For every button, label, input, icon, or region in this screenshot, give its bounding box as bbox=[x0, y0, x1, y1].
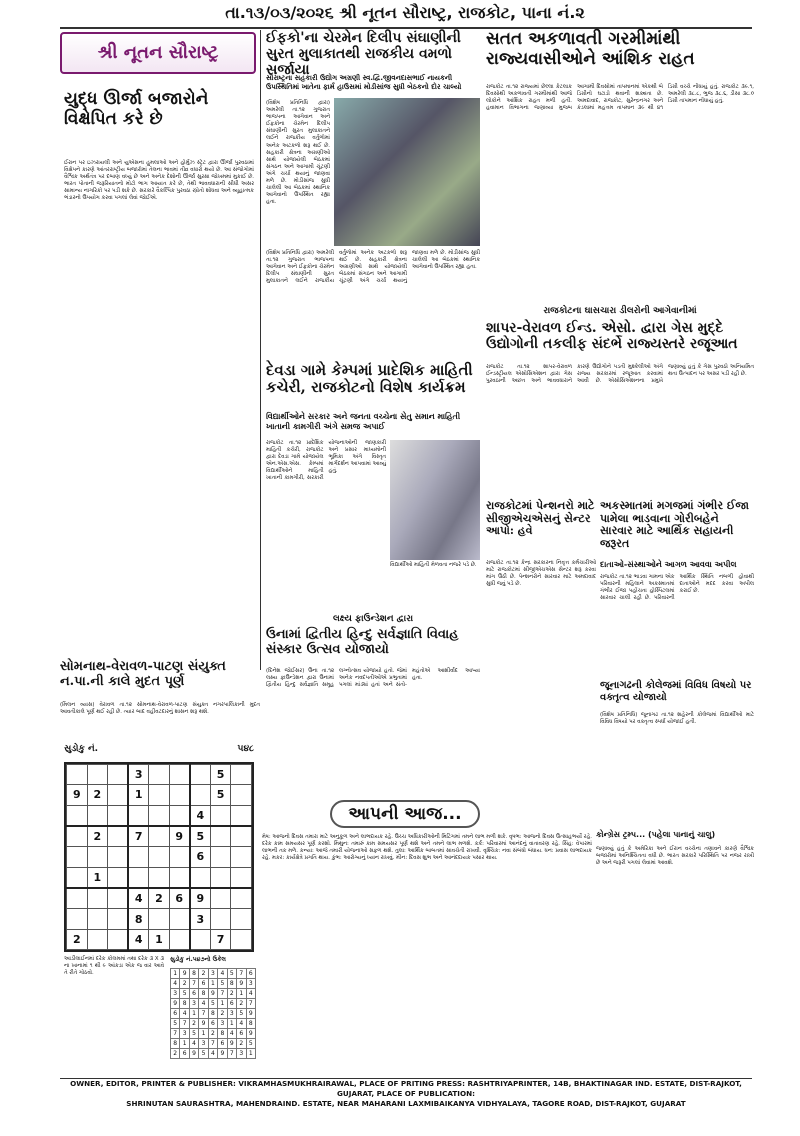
sudoku-cell[interactable] bbox=[210, 867, 231, 888]
solution-cell: 8 bbox=[208, 1009, 217, 1019]
sudoku-cell[interactable] bbox=[67, 765, 88, 785]
solution-cell: 5 bbox=[218, 979, 227, 989]
solution-cell: 6 bbox=[189, 989, 198, 999]
sudoku-cell[interactable] bbox=[190, 765, 211, 785]
sudoku-cell[interactable] bbox=[210, 826, 231, 847]
solution-cell: 3 bbox=[237, 1049, 246, 1059]
solution-cell: 9 bbox=[208, 989, 217, 999]
sudoku-cell[interactable] bbox=[231, 909, 252, 929]
heat-headline: સતત અકળાવતી ગરમીમાંથી રાજ્યવાસીઓને આંશિક રાહત bbox=[486, 29, 695, 69]
sudoku-cell[interactable] bbox=[169, 765, 190, 785]
sudoku-cell[interactable] bbox=[231, 765, 252, 785]
masthead-logo: શ્રી નૂતન સૌરાષ્ટ્ર bbox=[60, 32, 256, 74]
solution-cell: 6 bbox=[246, 969, 256, 979]
sudoku-cell[interactable] bbox=[231, 888, 252, 909]
solution-cell: 4 bbox=[227, 1029, 236, 1039]
solution-cell: 4 bbox=[180, 1009, 189, 1019]
solution-cell: 1 bbox=[237, 989, 246, 999]
solution-cell: 6 bbox=[199, 979, 208, 989]
sudoku-cell[interactable] bbox=[149, 785, 170, 805]
devda-photo-caption: વિદ્યાર્થીઓ માહિતી મેળવતા નજરે પડે છે. bbox=[390, 562, 477, 568]
editorial-headline: યુદ્ધ ઊર્જા બજારોને વિક્ષેપિત કરે છે bbox=[64, 89, 209, 129]
solution-cell: 1 bbox=[171, 969, 180, 979]
sudoku-cell[interactable]: 3 bbox=[190, 909, 211, 929]
sudoku-cell[interactable] bbox=[231, 785, 252, 805]
editorial-body: ઈરાન પર ઇઝરાયલી અને યુએસના હુમલાઓ અને હોર્મુઝ સ્ટ્રેટ દ્વારા ઊર્જા પુરવઠામાં વિક્ષેપને કારણે આંતરરાષ્ટ્રીય બજારોમાં તેલના ભાવમાં તીવ્ર વધારો થયો છે. આ સંજોગોમાં વૈશ્વિક અર્થતંત્ર પર દબાણ વધ્યું છે અને અનેક દેશોની ઊર્જા સુરક્ષા જોખમમાં મુકાઈ છે. ભારત પોતાની જરૂરિયાતનો મોટો ભાગ આયાત કરે છે, તેથી ભાવવધારાની સીધી અસર સામાન્ય નાગરિકો પર પડી શકે છે. સરકારે વૈકલ્પિક પુરવઠા સ્ત્રોતો શોધવા અને વ્યૂહાત્મક ભંડારનો ઉપયોગ કરવા પગલાં લેવાં જોઈએ. bbox=[64, 160, 254, 202]
sudoku-cell[interactable]: 5 bbox=[210, 765, 231, 785]
sudoku-cell[interactable] bbox=[87, 805, 108, 826]
sudoku-cell[interactable] bbox=[149, 847, 170, 867]
cghs-body: રાજકોટ તા.૧૨ કેન્દ્ર સરકારના નિવૃત્ત કર્મચારીઓ માટે રાજકોટમાં સીજીએચએસ સેન્ટર શરૂ કરવા માંગ ઉઠી છે. પેન્શનરોને સારવાર માટે અમદાવાદ સુધી જવું પડે છે. bbox=[486, 560, 596, 588]
sudoku-cell[interactable]: 4 bbox=[128, 888, 149, 909]
sudoku-title bbox=[64, 744, 254, 760]
sudoku-number: ૫૪૮ bbox=[237, 744, 254, 754]
solution-cell: 1 bbox=[227, 1019, 236, 1029]
sudoku-cell[interactable] bbox=[128, 847, 149, 867]
heat-body: રાજકોટ તા.૧૨ રાજ્યમાં છેલ્લા કેટલાક દિવસોથી અકળાવતી ગરમીમાંથી આજે લોકોને આંશિક રાહત મળી હતી. હવામાન વિભાગના જણાવ્યા મુજબ આગામી દિવસોમાં તાપમાનમાં એકથી બે ડિગ્રીનો ઘટાડો થવાની શક્યતા છે. અમદાવાદ, રાજકોટ, સુરેન્દ્રનગર અને કંડલામાં મહત્તમ તાપમાન ૩૯ થી ૪૧ ડિગ્રી વચ્ચે નોંધાયું હતું. રાજકોટ ૩૯.૧, અમરેલી ૩૮.૮, ભુજ ૩૮.૬, ડીસા ૩૮.૦ ડિગ્રી તાપમાન નોંધાયું હતું. bbox=[486, 84, 754, 112]
solution-cell: 7 bbox=[218, 989, 227, 999]
solution-cell: 1 bbox=[199, 1029, 208, 1039]
solution-cell: 6 bbox=[208, 1019, 217, 1029]
sudoku-cell[interactable]: 1 bbox=[87, 867, 108, 888]
solution-cell: 7 bbox=[171, 1029, 180, 1039]
sudoku-cell[interactable] bbox=[231, 929, 252, 949]
sudoku-cell[interactable]: 2 bbox=[87, 826, 108, 847]
solution-cell: 8 bbox=[180, 999, 189, 1009]
sudoku-cell[interactable]: 9 bbox=[67, 785, 88, 805]
solution-cell: 9 bbox=[199, 1019, 208, 1029]
college-headline: જૂનાગઢની કોલેજમાં વિવિધ વિષયો પર વક્તૃત્વ યોજાયો bbox=[600, 680, 752, 703]
solution-cell: 2 bbox=[171, 1049, 180, 1059]
sudoku-cell[interactable] bbox=[67, 888, 88, 909]
solution-cell: 9 bbox=[180, 969, 189, 979]
sudoku-cell[interactable] bbox=[67, 847, 88, 867]
sudoku-cell[interactable] bbox=[108, 847, 129, 867]
sudoku-cell[interactable] bbox=[87, 909, 108, 929]
iffco-headline: ઈફકો'ના ચેરમેન દિલીપ સંઘાણીની સુરત મુલાકાતથી રાજકીય વમળો સર્જાયા bbox=[266, 30, 461, 79]
sudoku-cell[interactable] bbox=[87, 888, 108, 909]
solution-cell: 6 bbox=[171, 1009, 180, 1019]
solution-cell: 3 bbox=[189, 999, 198, 1009]
devda-photo bbox=[390, 440, 480, 560]
sudoku-cell[interactable] bbox=[231, 805, 252, 826]
gas-body: રાજકોટ તા.૧૨ શાપર-વેરાવળ ઈન્ડસ્ટ્રીયલ એસોસિએશન દ્વારા ગેસ પુરવઠાની અછત અને ભાવવધારાને કારણે ઉદ્યોગોને પડતી મુશ્કેલીઓ અંગે રાજ્ય સરકારમાં રજૂઆત કરવામાં આવી છે. એસોસિએશનના પ્રમુખે જણાવ્યું હતું કે ગેસ પુરવઠો અનિયમિત થતા ઉત્પાદન પર અસર પડી રહી છે. bbox=[486, 364, 754, 385]
sudoku-cell[interactable] bbox=[108, 805, 129, 826]
solution-cell: 2 bbox=[180, 979, 189, 989]
sudoku-cell[interactable]: 9 bbox=[169, 826, 190, 847]
sudoku-cell[interactable] bbox=[108, 826, 129, 847]
solution-cell: 5 bbox=[180, 989, 189, 999]
solution-cell: 9 bbox=[237, 979, 246, 989]
solution-cell: 3 bbox=[246, 979, 256, 989]
horoscope-title: આપની આજ... bbox=[330, 800, 480, 828]
sudoku-cell[interactable] bbox=[169, 805, 190, 826]
sudoku-cell[interactable]: 4 bbox=[190, 805, 211, 826]
solution-cell: 3 bbox=[208, 969, 217, 979]
solution-cell: 5 bbox=[246, 1039, 256, 1049]
solution-cell: 4 bbox=[189, 1039, 198, 1049]
sudoku-cell[interactable] bbox=[169, 909, 190, 929]
solution-cell: 3 bbox=[218, 1019, 227, 1029]
solution-cell: 5 bbox=[208, 999, 217, 1009]
continuation-headline: કોન્ગ્રેસ ટ્રમ્પ... (પહેલા પાનાનું ચાલુ) bbox=[596, 830, 716, 839]
municipal-body: (મિલન વ્યાસ) વેરાવળ તા.૧૨ સોમનાથ-વેરાવળ-પાટણ સંયુક્ત નગરપાલિકાની મુદત આવતીકાલે પૂર્ણ થઈ રહી છે. ત્યાર બાદ વહીવટદારનું શાસન શરૂ થશે. bbox=[60, 702, 260, 716]
solution-cell: 1 bbox=[246, 1049, 256, 1059]
solution-cell: 9 bbox=[218, 1049, 227, 1059]
sudoku-cell[interactable] bbox=[149, 909, 170, 929]
municipal-headline: સોમનાથ-વેરાવળ-પાટણ સંયુક્ત ન.પા.ની કાલે મુદત પૂર્ણ bbox=[60, 659, 226, 689]
sudoku-grid[interactable] bbox=[64, 762, 254, 952]
sudoku-cell[interactable]: 2 bbox=[67, 929, 88, 949]
sudoku-cell[interactable]: 6 bbox=[190, 847, 211, 867]
solution-cell: 2 bbox=[237, 999, 246, 1009]
solution-cell: 7 bbox=[208, 1039, 217, 1049]
solution-cell: 4 bbox=[246, 989, 256, 999]
sudoku-cell[interactable] bbox=[149, 867, 170, 888]
solution-cell: 1 bbox=[218, 999, 227, 1009]
solution-cell: 7 bbox=[237, 969, 246, 979]
accident-subhead: દાતાઓ-સંસ્થાઓને આગળ આવવા અપીલ bbox=[600, 560, 737, 569]
solution-cell: 9 bbox=[171, 999, 180, 1009]
sudoku-cell[interactable]: 2 bbox=[87, 785, 108, 805]
sudoku-cell[interactable]: 4 bbox=[128, 929, 149, 949]
solution-cell: 6 bbox=[237, 1029, 246, 1039]
devda-body: રાજકોટ તા.૧૨ પ્રાદેશિક માહિતી કચેરી, રાજકોટ દ્વારા દેવડા ગામે યોજાયેલ એન.એસ.એસ. કેમ્પમાં વિદ્યાર્થીઓને માહિતી ખાતાની કામગીરી, સરકારી યોજનાઓની જાણકારી અને પ્રસાર માધ્યમોની ભૂમિકા અંગે વિસ્તૃત માર્ગદર્શન આપવામાં આવ્યું હતું. bbox=[266, 440, 386, 482]
solution-cell: 2 bbox=[189, 1019, 198, 1029]
solution-cell: 7 bbox=[227, 1049, 236, 1059]
sudoku-cell[interactable] bbox=[67, 909, 88, 929]
sudoku-cell[interactable]: 1 bbox=[149, 929, 170, 949]
imprint-footer bbox=[60, 1078, 752, 1108]
solution-cell: 4 bbox=[218, 969, 227, 979]
sudoku-cell[interactable] bbox=[190, 929, 211, 949]
solution-cell: 1 bbox=[180, 1039, 189, 1049]
sudoku-cell[interactable]: 1 bbox=[128, 785, 149, 805]
sudoku-cell[interactable] bbox=[210, 847, 231, 867]
solution-cell: 8 bbox=[171, 1039, 180, 1049]
iffco-body: (વિશેષ પ્રતિનિધિ દ્વારા) અમરેલી તા.૧૨ ગુજરાત ભાજપના આગેવાન અને ઈફકોના ચેરમેન દિલીપ સંઘાણીની સુરત મુલાકાતને લઈને રાજકીય વર્તુળોમાં અનેક અટકળો શરૂ થઈ છે. સહકારી ક્ષેત્રના અગ્રણીઓ સાથે યોજાયેલી બેઠકમાં સંગઠન અને આગામી ચૂંટણી અંગે ચર્ચા થયાનું જાણવા મળે છે. મોડીસાંજ સુધી ચાલેલી આ બેઠકમાં સ્થાનિક આગેવાનો ઉપસ્થિત રહ્યા હતા. bbox=[266, 100, 330, 206]
iffco-subhead: સૌરાષ્ટ્રના સહકારી ઉદ્યોગ અગ્રણી સ્વ.દ્વિ.જીવનદાસભાઈ નાયકની ઉપસ્થિતિમાં ખાતેના ફાર્મ હાઉસમાં મોડીસાંજ સુધી બેઠકનો દોર ચાલ્યો bbox=[266, 74, 462, 91]
imprint-line-2: SHRINUTAN SAURASHTRA, MAHENDRAIND. ESTATE, NEAR MAHARANI LAXMIBAIKANYA VIDHYALAYA, TAGORE ROAD, DIST-RAJKOT, GUJARAT bbox=[126, 1099, 686, 1108]
solution-cell: 4 bbox=[237, 1019, 246, 1029]
accident-headline: અકસ્માતમાં મગજમાં ગંભીર ઈજા પામેલા ભાડવાના ગોરીબહેને સારવાર માટે આર્થિક સહાયની જરૂરત bbox=[600, 499, 749, 550]
solution-cell: 5 bbox=[199, 1049, 208, 1059]
solution-cell: 5 bbox=[171, 1019, 180, 1029]
sudoku-cell[interactable] bbox=[231, 867, 252, 888]
solution-cell: 2 bbox=[199, 969, 208, 979]
solution-cell: 3 bbox=[180, 1029, 189, 1039]
sudoku-cell[interactable] bbox=[169, 929, 190, 949]
solution-cell: 7 bbox=[199, 1009, 208, 1019]
solution-cell: 2 bbox=[227, 989, 236, 999]
sudoku-cell[interactable] bbox=[67, 805, 88, 826]
sudoku-cell[interactable] bbox=[169, 867, 190, 888]
solution-cell: 8 bbox=[199, 989, 208, 999]
sudoku-cell[interactable] bbox=[128, 867, 149, 888]
solution-cell: 2 bbox=[237, 1039, 246, 1049]
solution-cell: 6 bbox=[227, 999, 236, 1009]
sudoku-cell[interactable] bbox=[87, 765, 108, 785]
sudoku-cell[interactable]: 7 bbox=[128, 826, 149, 847]
solution-cell: 1 bbox=[208, 979, 217, 989]
sudoku-solution-title: સુડોકુ નં.૫૪૭નો ઉકેલ bbox=[170, 956, 226, 963]
solution-cell: 6 bbox=[218, 1039, 227, 1049]
solution-cell: 3 bbox=[199, 1039, 208, 1049]
solution-cell: 8 bbox=[218, 1029, 227, 1039]
solution-cell: 8 bbox=[227, 979, 236, 989]
solution-cell: 5 bbox=[189, 1029, 198, 1039]
sudoku-cell[interactable] bbox=[149, 826, 170, 847]
sudoku-cell[interactable] bbox=[149, 805, 170, 826]
sudoku-cell[interactable] bbox=[108, 909, 129, 929]
sudoku-cell[interactable]: 2 bbox=[149, 888, 170, 909]
accident-body: રાજકોટ તા.૧૨ ભાડવા ગામના એક પરિવારની મહિલાને અકસ્માતમાં ગંભીર ઈજા પહોંચતા હોસ્પિટલમાં સારવાર ચાલી રહી છે. પરિવારની આર્થિક સ્થિતિ નબળી હોવાથી દાતાઓને મદદ કરવા અપીલ કરાઈ છે. bbox=[600, 574, 754, 602]
devda-subhead: વિદ્યાર્થીઓને સરકાર અને જનતા વચ્ચેના સેતુ સમાન માહિતી ખાતાની કામગીરી અંગે સમજ અપાઈ bbox=[266, 412, 461, 431]
wedding-headline: ઉનામાં દ્વિતીય હિન્દુ સર્વજ્ઞાતિ વિવાહ સંસ્કાર ઉત્સવ યોજાયો bbox=[266, 627, 459, 657]
sudoku-cell[interactable] bbox=[108, 867, 129, 888]
solution-cell: 1 bbox=[189, 1009, 198, 1019]
continuation-body: જણાવ્યું હતું કે અમેરિકા અને ઈરાન વચ્ચેના તણાવને કારણે વૈશ્વિક બજારોમાં અનિશ્ચિતતા વધી છે. ભારત સરકારે પરિસ્થિતિ પર નજર રાખી છે અને જરૂરી પગલાં લેવામાં આવશે. bbox=[596, 846, 754, 867]
solution-cell: 4 bbox=[171, 979, 180, 989]
wedding-kicker: લક્ષ્ય ફાઉન્ડેશન દ્વારા bbox=[332, 614, 414, 624]
column-divider bbox=[260, 30, 261, 670]
college-body: (વિશેષ પ્રતિનિધિ) જૂનાગઢ તા.૧૨ શહેરની કોલેજમાં વિદ્યાર્થીઓ માટે વિવિધ વિષયો પર વક્તૃત્વ સ્પર્ધા યોજાઈ હતી. bbox=[600, 712, 754, 726]
sudoku-cell[interactable] bbox=[87, 929, 108, 949]
date-line: તા.૧૩/૦૩/૨૦૨૬ શ્રી નૂતન સૌરાષ્ટ્ર, રાજકોટ, પાના નં.૨ bbox=[225, 3, 585, 22]
horoscope-body: મેષ: આજનો દિવસ તમારા માટે અનુકૂળ અને લાભદાયક રહે. ઉચ્ચ અધિકારીઓની મિટિંગમાં તમને લાભ મળી શકે. વૃષભ: આજનો દિવસ ઉત્સાહભર્યો રહે. દરેક કામ સમયસર પૂર્ણ કરશો. મિથુન: તમારું કામ સમયસર પૂર્ણ થશે અને તમને લાભ મળશે. કર્ક: પરિવારમાં આનંદનું વાતાવરણ રહે. સિંહ: વેપારમાં લાભની તક મળે. કન્યા: આજે તમારી યોજનાઓ સફળ થશે. તુલા: આર્થિક બાબતમાં સાવચેતી રાખવી. વૃશ્ચિક: નવા સંબંધો બંધાય. ધન: પ્રવાસ લાભદાયક રહે. મકર: કાર્યક્ષેત્રે પ્રગતિ થાય. કુંભ: આરોગ્યનું ધ્યાન રાખવું. મીન: દિવસ શુભ અને આનંદદાયક પસાર થાય. bbox=[262, 834, 592, 862]
sudoku-cell[interactable] bbox=[231, 826, 252, 847]
sudoku-cell[interactable] bbox=[210, 805, 231, 826]
sudoku-cell[interactable]: 7 bbox=[210, 929, 231, 949]
solution-cell: 9 bbox=[246, 1009, 256, 1019]
sudoku-cell[interactable] bbox=[67, 826, 88, 847]
sudoku-cell[interactable] bbox=[108, 765, 129, 785]
sudoku-cell[interactable] bbox=[169, 847, 190, 867]
solution-cell: 8 bbox=[246, 1019, 256, 1029]
sudoku-cell[interactable]: 5 bbox=[190, 826, 211, 847]
solution-cell: 5 bbox=[227, 969, 236, 979]
sudoku-cell[interactable] bbox=[210, 909, 231, 929]
cghs-headline: રાજકોટમાં પેન્શનરો માટે સીજીએચએસનું સેન્ટર આપો: હવે bbox=[486, 499, 595, 538]
sudoku-solution-grid bbox=[170, 968, 256, 1057]
iffco-photo bbox=[334, 98, 480, 246]
sudoku-cell[interactable]: 5 bbox=[210, 785, 231, 805]
solution-cell: 7 bbox=[246, 999, 256, 1009]
sudoku-cell[interactable] bbox=[108, 785, 129, 805]
solution-cell: 4 bbox=[208, 1049, 217, 1059]
solution-cell: 9 bbox=[246, 1029, 256, 1039]
devda-headline: દેવડા ગામે કેમ્પમાં પ્રાદેશિક માહિતી કચેરી, રાજકોટનો વિશેષ કાર્યક્રમ bbox=[266, 361, 473, 397]
sudoku-cell[interactable] bbox=[149, 765, 170, 785]
sudoku-cell[interactable] bbox=[87, 847, 108, 867]
sudoku-cell[interactable]: 6 bbox=[169, 888, 190, 909]
sudoku-cell[interactable]: 3 bbox=[128, 765, 149, 785]
sudoku-instructions: આડીલાઈનમાં દરેક કોલમમાં તથા દરેક ૩ X ૩ ના ખાનામાં ૧ થી ૯ આંકડા એક જ વાર આવે તે રીતે ગોઠવો. bbox=[64, 956, 164, 977]
sudoku-cell[interactable] bbox=[169, 785, 190, 805]
iffco-body-cont: (વિશેષ પ્રતિનિધિ દ્વારા) અમરેલી તા.૧૨ ગુજરાત ભાજપના આગેવાન અને ઈફકોના ચેરમેન દિલીપ સંઘાણીની સુરત મુલાકાતને લઈને રાજકીય વર્તુળોમાં અનેક અટકળો શરૂ થઈ છે. સહકારી ક્ષેત્રના અગ્રણીઓ સાથે યોજાયેલી બેઠકમાં સંગઠન અને આગામી ચૂંટણી અંગે ચર્ચા થયાનું જાણવા મળે છે. મોડીસાંજ સુધી ચાલેલી આ બેઠકમાં સ્થાનિક આગેવાનો ઉપસ્થિત રહ્યા હતા. bbox=[266, 250, 480, 285]
sudoku-cell[interactable]: 9 bbox=[190, 888, 211, 909]
sudoku-cell[interactable]: 8 bbox=[128, 909, 149, 929]
solution-cell: 2 bbox=[208, 1029, 217, 1039]
solution-cell: 7 bbox=[189, 979, 198, 989]
imprint-line-1: OWNER, EDITOR, PRINTER & PUBLISHER: VIKRAMHASMUKHRAIRAWAL, PLACE OF PRITING PRESS: RASHTRIYAPRINTER, 14B, BHAKTINAGAR IND. ESTATE, DIST-RAJKOT, GUJARAT, PLACE OF PUBLICATION: bbox=[70, 1079, 742, 1098]
solution-cell: 6 bbox=[180, 1049, 189, 1059]
sudoku-cell[interactable] bbox=[190, 867, 211, 888]
sudoku-cell[interactable] bbox=[231, 847, 252, 867]
solution-cell: 4 bbox=[199, 999, 208, 1009]
sudoku-cell[interactable] bbox=[108, 929, 129, 949]
gas-headline: શાપર-વેરાવળ ઈન્ડ. એસો. દ્વારા ગેસ મુદ્દે ઉદ્યોગોની તકલીફ સંદર્ભે રાજ્યસ્તરે રજૂઆત bbox=[486, 320, 738, 353]
solution-cell: 9 bbox=[189, 1049, 198, 1059]
sudoku-cell[interactable] bbox=[210, 888, 231, 909]
sudoku-title-text: સુડોકુ નં. bbox=[64, 744, 99, 754]
sudoku-cell[interactable] bbox=[128, 805, 149, 826]
solution-cell: 8 bbox=[189, 969, 198, 979]
sudoku-cell[interactable] bbox=[190, 785, 211, 805]
wedding-body: (દિનેશ જોઈસર) ઉના તા.૧૨ લક્ષ્ય ફાઉન્ડેશન દ્વારા ઉનામાં દ્વિતીય હિન્દુ સર્વજ્ઞાતિ સમૂહ લગ્નોત્સવ યોજાયો હતો. જેમાં અનેક નવદંપતીઓએ પ્રભુતામાં પગલાં માંડ્યાં હતાં અને સંતો-મહંતોએ આશીર્વાદ આપ્યા હતા. bbox=[266, 668, 480, 689]
solution-cell: 7 bbox=[180, 1019, 189, 1029]
solution-cell: 9 bbox=[227, 1039, 236, 1049]
solution-cell: 5 bbox=[237, 1009, 246, 1019]
solution-cell: 3 bbox=[171, 989, 180, 999]
solution-cell: 3 bbox=[227, 1009, 236, 1019]
sudoku-cell[interactable] bbox=[108, 888, 129, 909]
sudoku-cell[interactable] bbox=[67, 867, 88, 888]
solution-cell: 2 bbox=[218, 1009, 227, 1019]
gas-kicker: રાજકોટના ઘાસચારા ડીલરોની આગેવાનીમાં bbox=[543, 306, 697, 316]
